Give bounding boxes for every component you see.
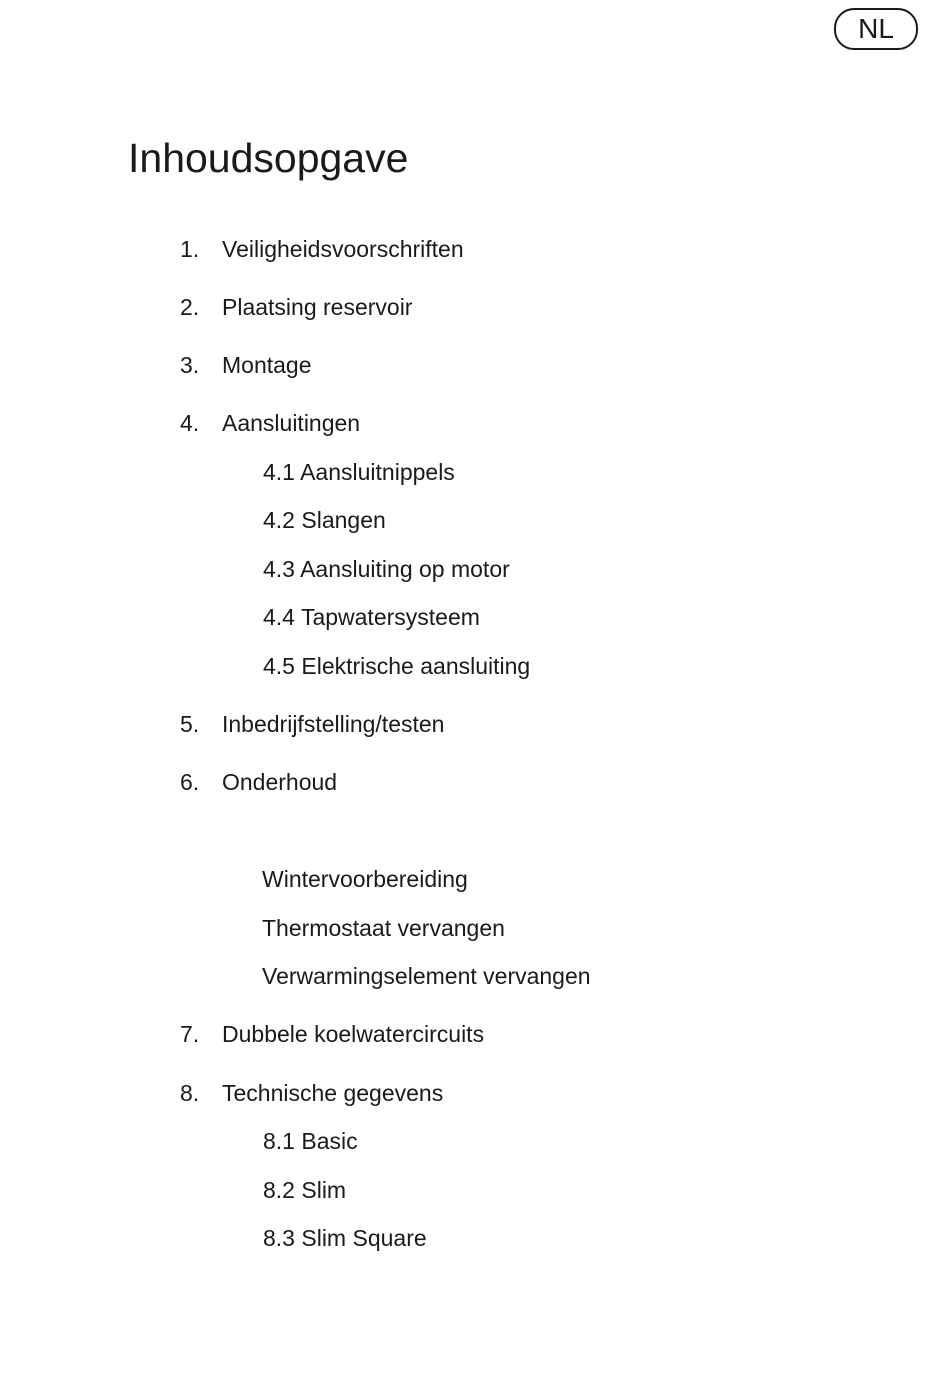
toc-entry-text: Dubbele koelwatercircuits xyxy=(222,1021,485,1047)
toc-subentry-text: 4.1 Aansluitnippels xyxy=(263,459,455,485)
toc-entry-text: Technische gegevens xyxy=(222,1080,444,1106)
toc-entry-number: 8. xyxy=(180,1080,200,1106)
toc-subentry-text: 4.2 Slangen xyxy=(263,507,386,533)
toc-subentry-text: 8.2 Slim xyxy=(263,1177,347,1203)
toc-entry-number: 1. xyxy=(180,236,200,262)
toc-entry-number: 6. xyxy=(180,769,200,795)
toc-entry-number: 7. xyxy=(180,1021,200,1047)
toc-entry-text: Montage xyxy=(222,352,312,378)
toc-entry-text: Onderhoud xyxy=(222,769,338,795)
toc-entry-number: 4. xyxy=(180,410,200,436)
toc-entry-number: 2. xyxy=(180,294,200,320)
toc-subentry-text: 4.4 Tapwatersysteem xyxy=(263,604,480,630)
toc-subentry-text: 8.1 Basic xyxy=(263,1128,358,1154)
toc-subentry-text: 4.3 Aansluiting op motor xyxy=(263,556,510,582)
toc-entry-number: 5. xyxy=(180,711,200,737)
toc-subentry-text: Verwarmingselement vervangen xyxy=(262,963,591,989)
toc-subentry-text: 4.5 Elektrische aansluiting xyxy=(263,653,531,679)
toc-entry-number: 3. xyxy=(180,352,200,378)
toc-subentry-text: 8.3 Slim Square xyxy=(263,1225,427,1251)
toc-entry-text: Veiligheidsvoorschriften xyxy=(222,236,464,262)
page-title: Inhoudsopgave xyxy=(128,135,409,181)
toc-entry-text: Inbedrijfstelling/testen xyxy=(222,711,445,737)
toc-subentry-text: Wintervoorbereiding xyxy=(262,866,468,892)
language-badge: NL xyxy=(834,8,918,50)
toc-subentry-text: Thermostaat vervangen xyxy=(262,915,505,941)
toc-entry-text: Plaatsing reservoir xyxy=(222,294,413,320)
toc-entry-text: Aansluitingen xyxy=(222,410,361,436)
